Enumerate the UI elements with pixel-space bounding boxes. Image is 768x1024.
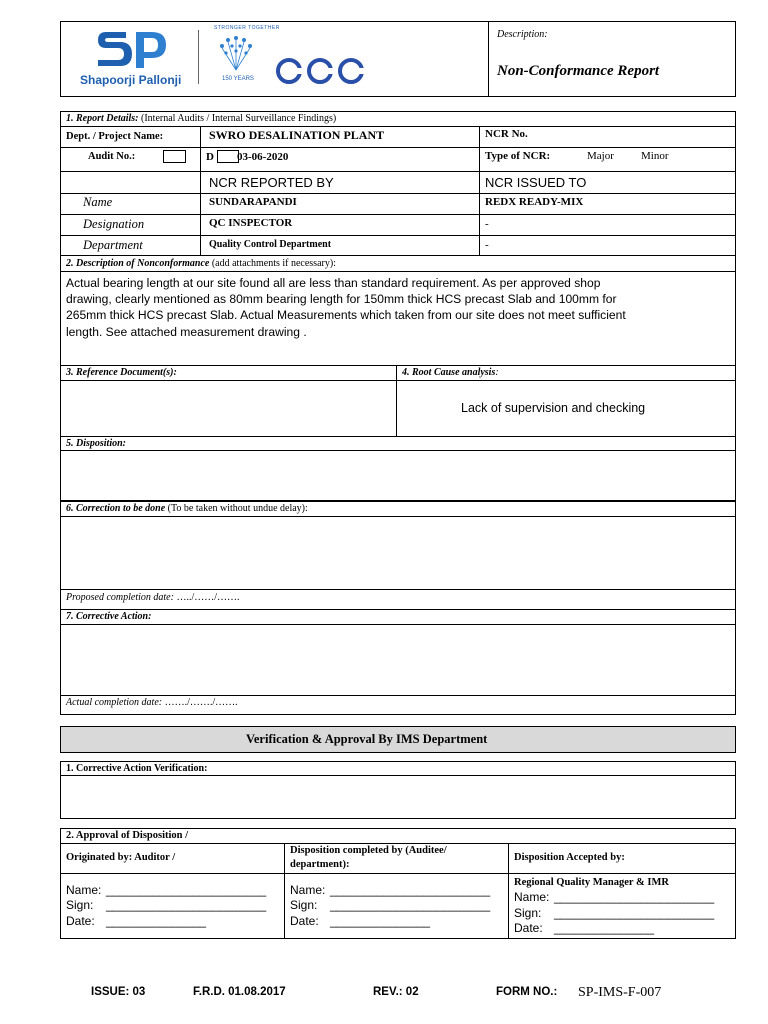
col3-sign-field[interactable]: ________________________	[554, 906, 715, 920]
department-reported-value[interactable]: Quality Control Department	[209, 239, 332, 250]
col3-sign-label: Sign:	[514, 906, 542, 920]
form-title: Non-Conformance Report	[497, 63, 660, 79]
description-line-2[interactable]: drawing, clearly mentioned as 80mm bearing length for 150mm thick HCS precast Slab and 100mm for	[66, 292, 617, 306]
certification-badge-icon	[274, 56, 366, 86]
col1-sign-label: Sign:	[66, 898, 94, 912]
department-label: Department	[83, 238, 143, 252]
shapoorji-pallonji-logo-icon	[92, 28, 172, 76]
type-major-option[interactable]: Major	[587, 150, 614, 162]
approval-heading: 2. Approval of Disposition /	[66, 830, 189, 841]
ncr-no-label: NCR No.	[485, 128, 528, 140]
footer-form-no-value: SP-IMS-F-007	[578, 985, 662, 1000]
designation-issued-value[interactable]: -	[485, 218, 489, 230]
root-cause-value[interactable]: Lack of supervision and checking	[461, 401, 646, 415]
description-label: Description:	[497, 29, 548, 40]
dept-project-value[interactable]: SWRO DESALINATION PLANT	[209, 128, 385, 142]
correction-heading: 6. Correction to be done (To be taken without undue delay):	[66, 503, 308, 514]
col1-sign-field[interactable]: ________________________	[106, 898, 267, 912]
root-cause-heading: 4. Root Cause analysis:	[402, 367, 499, 378]
description-line-1[interactable]: Actual bearing length at our site found all are less than standard requirement. As per approved shop	[66, 276, 601, 290]
dept-project-label: Dept. / Project Name:	[66, 131, 164, 142]
corrective-action-heading: 7. Corrective Action:	[66, 611, 152, 622]
description-heading: 2. Description of Nonconformance (add attachments if necessary):	[66, 258, 336, 269]
footer-issue: ISSUE: 03	[91, 986, 146, 998]
disposition-field[interactable]	[61, 451, 735, 500]
disposition-completed-title-2: department):	[290, 859, 350, 870]
correction-field[interactable]	[61, 517, 735, 588]
col2-sign-field[interactable]: ________________________	[330, 898, 491, 912]
col2-date-field[interactable]: _______________	[330, 914, 431, 928]
header-divider	[488, 21, 489, 97]
col3-name-field[interactable]: ________________________	[554, 890, 715, 904]
logo-separator	[198, 30, 199, 84]
description-line-3[interactable]: 265mm thick HCS precast Slab. Actual Measurements which taken from our site does not meet sufficient	[66, 308, 626, 322]
col3-name-label: Name:	[514, 890, 550, 904]
col2-sign-label: Sign:	[290, 898, 318, 912]
verification-banner-text: Verification & Approval By IMS Department	[246, 732, 488, 746]
description-line-4[interactable]: length. See attached measurement drawing .	[66, 325, 307, 339]
date-checkbox[interactable]	[217, 150, 239, 163]
name-label: Name	[83, 195, 113, 209]
col1-name-field[interactable]: ________________________	[106, 883, 267, 897]
disposition-completed-title-1: Disposition completed by (Auditee/	[290, 845, 447, 856]
ncr-reported-by-header: NCR REPORTED BY	[209, 175, 334, 190]
audit-no-label: Audit No.:	[88, 151, 136, 162]
company-name: Shapoorji Pallonji	[80, 73, 182, 87]
type-of-ncr-label: Type of NCR:	[485, 150, 551, 162]
type-minor-option[interactable]: Minor	[641, 150, 669, 162]
regional-quality-manager-title: Regional Quality Manager & IMR	[514, 877, 669, 888]
name-reported-value[interactable]: SUNDARAPANDI	[209, 196, 297, 208]
disposition-accepted-title: Disposition Accepted by:	[514, 852, 625, 863]
col1-date-field[interactable]: _______________	[106, 914, 207, 928]
department-issued-value[interactable]: -	[485, 239, 489, 251]
col2-name-field[interactable]: ________________________	[330, 883, 491, 897]
name-issued-value[interactable]: REDX READY-MIX	[485, 196, 584, 208]
date-prefix: D	[206, 151, 214, 163]
report-details-heading: 1. Report Details: (Internal Audits / Internal Surveillance Findings)	[66, 113, 337, 124]
col1-name-label: Name:	[66, 883, 102, 897]
col1-date-label: Date:	[66, 914, 95, 928]
designation-reported-value[interactable]: QC INSPECTOR	[209, 217, 293, 229]
reference-documents-field[interactable]	[61, 381, 395, 436]
footer-rev: REV.: 02	[373, 986, 419, 998]
originated-by-title: Originated by: Auditor /	[66, 852, 176, 863]
col2-name-label: Name:	[290, 883, 326, 897]
corrective-action-field[interactable]	[61, 625, 735, 694]
verification-field[interactable]	[61, 776, 735, 818]
anniversary-arc-text: STRONGER TOGETHER	[214, 25, 280, 31]
footer-form-no-label: FORM NO.:	[496, 986, 558, 998]
ncr-issued-to-header: NCR ISSUED TO	[485, 175, 587, 190]
proposed-completion-date[interactable]: Proposed completion date: …../……/…….	[66, 592, 240, 603]
col2-date-label: Date:	[290, 914, 319, 928]
reference-documents-heading: 3. Reference Document(s):	[66, 367, 177, 378]
designation-label: Designation	[83, 217, 145, 231]
date-value[interactable]: 03-06-2020	[237, 151, 289, 163]
disposition-heading: 5. Disposition:	[66, 438, 127, 449]
audit-no-checkbox[interactable]	[163, 150, 186, 163]
anniversary-years: 150 YEARS	[222, 76, 254, 82]
footer-frd: F.R.D. 01.08.2017	[193, 986, 286, 998]
actual-completion-date[interactable]: Actual completion date: ……./……./…….	[66, 697, 238, 708]
col3-date-field[interactable]: _______________	[554, 921, 655, 935]
verification-heading: 1. Corrective Action Verification:	[66, 763, 208, 774]
col3-date-label: Date:	[514, 921, 543, 935]
